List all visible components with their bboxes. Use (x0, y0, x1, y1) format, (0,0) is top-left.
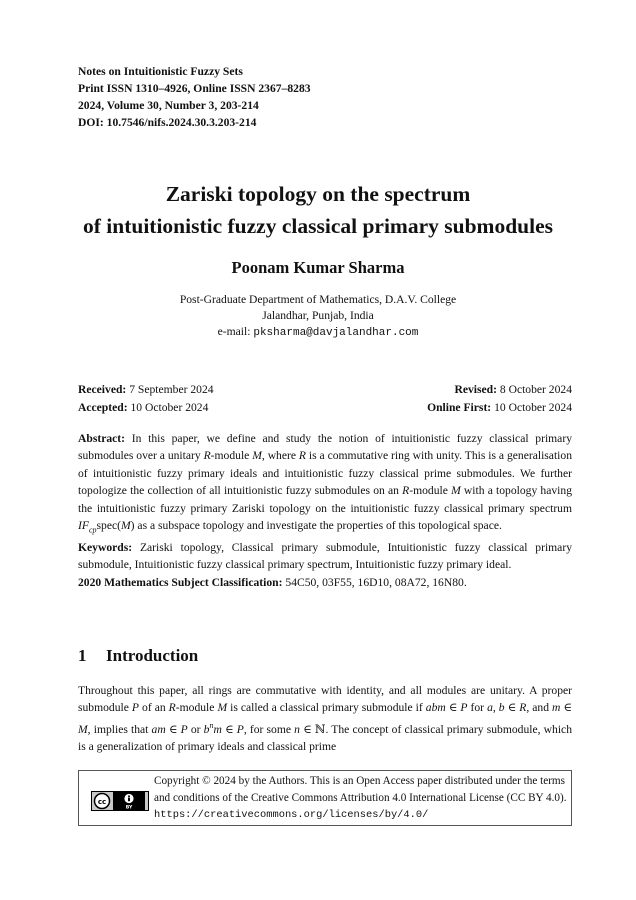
section-number: 1 (78, 646, 87, 665)
math-symbol: M (252, 449, 262, 463)
math-symbol: P (131, 701, 139, 715)
intro-text: of an (139, 701, 169, 715)
affiliation (0, 292, 636, 341)
math-symbol: P (460, 701, 468, 715)
msc-label: 2020 Mathematics Subject Classification: (78, 575, 283, 589)
math-symbol: R (519, 701, 527, 715)
abstract-text: as a subspace topology and investigate the properties of this topological space. (134, 519, 502, 533)
email-label: e-mail: (217, 325, 251, 338)
intro-text: , implies that (87, 722, 152, 736)
keywords-label: Keywords: (78, 540, 133, 554)
journal-doi[interactable]: DOI: 10.7546/nifs.2024.30.3.203-214 (78, 116, 257, 129)
math-symbol: m (552, 701, 561, 715)
paper-title (0, 178, 636, 242)
license-box (78, 770, 572, 826)
received-date (78, 381, 214, 399)
math-symbol: P (236, 722, 244, 736)
license-text (154, 773, 569, 824)
journal-header (78, 63, 311, 131)
math-symbol: M (120, 519, 131, 533)
math-symbol: R (203, 449, 211, 463)
email-link[interactable]: pksharma@davjalandhar.com (253, 327, 419, 339)
math-symbol: b (203, 722, 210, 736)
badge-by-label: BY (125, 805, 133, 810)
author-name: Poonam Kumar Sharma (231, 258, 405, 277)
msc-text: 54C50, 03F55, 16D10, 08A72, 16N80. (285, 575, 467, 589)
math-symbol: M (78, 722, 88, 736)
intro-text: , and (526, 701, 553, 715)
abstract-text: is a commutative ring with unity. This is a generalisation of intuitionistic fuzzy primary ideals and intuitionistic fuzzy classical prime submodules. We further topologize the collection of all intuitionistic fuzzy submodules on an (78, 449, 572, 498)
received-label: Received: (78, 383, 127, 396)
intro-text: -module (175, 701, 218, 715)
abstract-block (78, 430, 572, 591)
abstract-paragraph (78, 430, 572, 539)
title-line-1: Zariski topology on the spectrum (165, 182, 471, 206)
intro-text: Throughout this paper, all rings are commutative with identity, and all modules are unitary. A proper submodule (78, 684, 572, 715)
online-date (427, 399, 572, 417)
attribution-icon (113, 792, 145, 810)
license-url[interactable]: https://creativecommons.org/licenses/by/4.0/ (154, 809, 429, 821)
intro-text: ∈ (560, 701, 572, 715)
accepted-date (78, 399, 208, 417)
affiliation-city: Jalandhar, Punjab, India (262, 309, 374, 322)
math-subscript: cp (88, 525, 97, 535)
intro-text: , for some (243, 722, 295, 736)
intro-text: ∈ ℕ. The concept of classical primary submodule, which is a generalization of primary ideals and classical prime (78, 722, 572, 754)
abstract-label: Abstract: (78, 432, 126, 445)
dates-row-1 (78, 381, 572, 399)
revised-date (454, 381, 572, 399)
math-symbol: M (217, 701, 228, 715)
section-title: Introduction (106, 646, 199, 665)
math-symbol: R (402, 484, 410, 498)
math-symbol: ) (130, 519, 135, 533)
abstract-text: In this paper, we define and study the notion of intuitionistic fuzzy classical primary submodules over a unitary (78, 432, 572, 463)
dates-block (78, 381, 572, 417)
intro-text: ∈ (221, 722, 237, 736)
revised-label: Revised: (454, 383, 497, 396)
section-heading (78, 646, 198, 666)
cc-by-badge[interactable] (91, 791, 149, 811)
abstract-text: , where (261, 449, 299, 463)
msc-paragraph (78, 574, 572, 591)
accepted-label: Accepted: (78, 401, 128, 414)
abstract-text: with a topology having the intuitionistic fuzzy primary Zariski topology on the intuitionistic fuzzy classical primary spectrum (78, 484, 572, 515)
keywords-text: Zariski topology, Classical primary submodule, Intuitionistic fuzzy classical primary submodule, Intuitionistic fuzzy classical primary spectrum, Intuitionistic fuzzy primary ideal. (78, 540, 572, 572)
math-symbol: a, b (487, 701, 505, 715)
license-line: Copyright © 2024 by the Authors. This is an Open Access paper distributed under the terms and conditions of the Creative Commons Attribution 4.0 International License (CC BY 4.0). (154, 775, 567, 804)
math-symbol: spec( (96, 519, 121, 533)
online-label: Online First: (427, 401, 492, 414)
intro-block (78, 682, 572, 755)
intro-text: for (467, 701, 488, 715)
abstract-text: -module (210, 449, 253, 463)
intro-paragraph (78, 682, 572, 755)
intro-text: ∈ (445, 701, 461, 715)
intro-text: or (187, 722, 204, 736)
math-symbol: M (451, 484, 461, 498)
intro-text: ∈ (504, 701, 520, 715)
license-paragraph (154, 773, 569, 824)
math-symbol: P (180, 722, 188, 736)
intro-text: is called a classical primary submodule if (227, 701, 426, 715)
intro-text: ∈ (165, 722, 181, 736)
math-symbol: R (298, 449, 307, 463)
affiliation-dept: Post-Graduate Department of Mathematics, D.A.V. College (179, 293, 457, 306)
math-symbol: abm (425, 701, 446, 715)
journal-volume: 2024, Volume 30, Number 3, 203-214 (78, 99, 259, 112)
accepted-value: 10 October 2024 (130, 401, 209, 414)
math-superscript: n (209, 720, 214, 730)
title-line-2: of intuitionistic fuzzy classical primary submodules (82, 214, 554, 238)
math-symbol: R (168, 701, 176, 715)
math-symbol: n (294, 722, 300, 736)
math-symbol: IF (78, 519, 89, 533)
keywords-paragraph (78, 539, 572, 574)
journal-issn: Print ISSN 1310–4926, Online ISSN 2367–8283 (78, 82, 311, 95)
svg-text:cc: cc (97, 798, 107, 806)
received-value: 7 September 2024 (129, 383, 214, 396)
affiliation-email-row (0, 324, 636, 341)
math-symbol: m (213, 722, 222, 736)
dates-row-2 (78, 399, 572, 417)
revised-value: 8 October 2024 (499, 383, 572, 396)
abstract-text: -module (409, 484, 452, 498)
cc-icon (93, 792, 111, 810)
online-value: 10 October 2024 (494, 401, 572, 414)
journal-name: Notes on Intuitionistic Fuzzy Sets (78, 65, 243, 78)
math-symbol: am (151, 722, 166, 736)
